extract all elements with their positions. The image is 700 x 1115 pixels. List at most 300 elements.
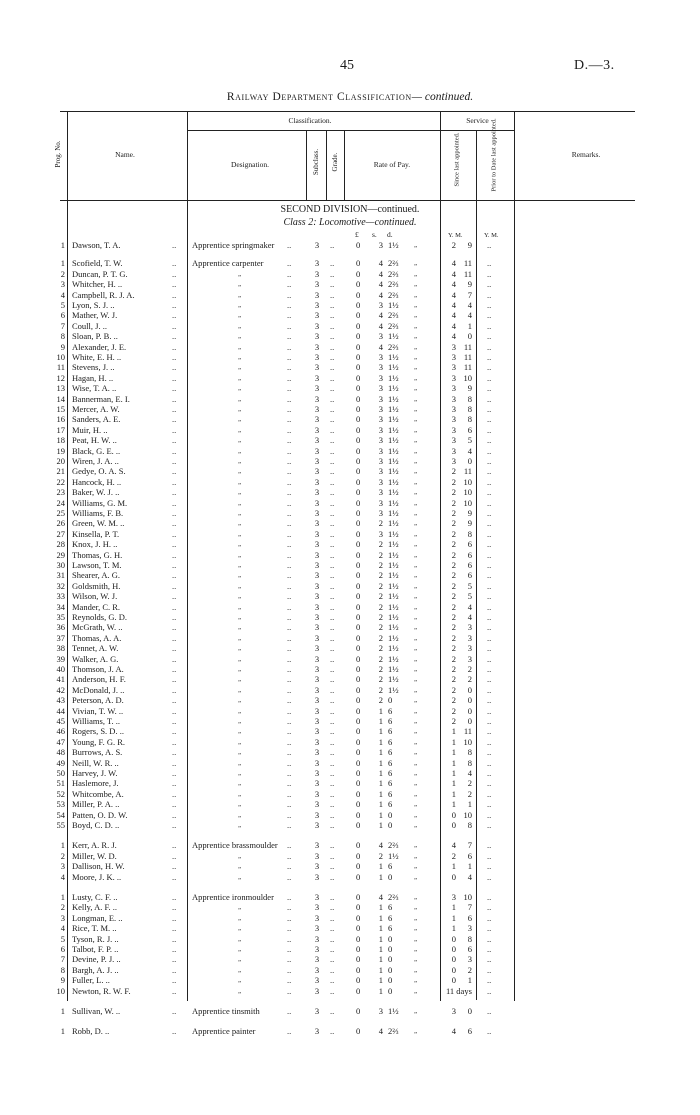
pay-shillings: 1 — [378, 871, 383, 882]
pay-pounds: 0 — [356, 424, 361, 435]
leader-dots: .. — [287, 861, 292, 872]
service-months: 11 — [463, 362, 472, 373]
grade: .. — [330, 476, 335, 487]
table-row — [0, 300, 700, 311]
service-months: 8 — [467, 757, 472, 768]
pay-pounds: 0 — [356, 653, 361, 664]
pay-pounds: 0 — [356, 549, 361, 560]
service-years: 3 — [451, 352, 456, 362]
pay-pounds: 0 — [356, 289, 361, 300]
table-row — [0, 539, 700, 550]
person-name: Thomas, G. H. — [72, 549, 123, 560]
subclass: 3 — [314, 352, 320, 362]
prior-service: .. — [487, 300, 492, 310]
ditto-mark: „ — [414, 613, 418, 621]
grade: .. — [330, 716, 335, 726]
pay-pounds: 0 — [356, 560, 361, 570]
pay-pence: 0 — [388, 871, 393, 882]
grade: .. — [330, 570, 335, 581]
designation: „ — [238, 488, 242, 497]
table-row — [0, 810, 700, 821]
subclass: 3 — [314, 1026, 320, 1037]
leader-dots: .. — [287, 684, 292, 695]
leader-dots: .. — [287, 487, 292, 498]
service-months: 0 — [467, 331, 472, 342]
leader-dots: .. — [287, 664, 292, 674]
service-years: 3 — [451, 362, 456, 373]
table-row — [0, 570, 700, 581]
service-years: 3 — [451, 424, 456, 435]
prog-number: 45 — [56, 716, 65, 726]
pay-pence: 2⅔ — [388, 892, 399, 902]
table-row — [0, 902, 700, 913]
prog-number: 2 — [60, 268, 65, 279]
leader-dots: .. — [172, 352, 177, 362]
subclass: 3 — [314, 580, 320, 591]
grade: .. — [330, 736, 335, 747]
grade: .. — [330, 944, 335, 954]
leader-dots: .. — [172, 424, 177, 435]
leader-dots: .. — [172, 570, 177, 581]
prior-service: .. — [487, 539, 492, 550]
pay-pence: 1½ — [388, 601, 399, 612]
designation: „ — [238, 913, 242, 922]
person-name: Thomas, A. A. — [72, 632, 122, 643]
grade: .. — [330, 1006, 335, 1016]
prog-number: 54 — [56, 809, 65, 820]
ditto-mark: „ — [414, 748, 418, 757]
prog-number: 33 — [56, 591, 65, 602]
pay-pence: 1½ — [388, 653, 399, 664]
leader-dots: .. — [287, 570, 292, 581]
pay-shillings: 2 — [378, 664, 383, 674]
service-months: 4 — [467, 310, 472, 321]
person-name: Whitcher, H. .. — [72, 279, 123, 290]
table-row — [0, 726, 700, 737]
grade: .. — [330, 591, 335, 602]
designation: „ — [238, 373, 242, 382]
leader-dots: .. — [287, 726, 292, 737]
prog-number: 11 — [56, 362, 65, 373]
subclass: 3 — [314, 612, 320, 622]
grade: .. — [330, 508, 335, 518]
service-months: 5 — [467, 435, 472, 446]
ditto-mark: „ — [414, 696, 418, 705]
service-years: 2 — [451, 695, 456, 706]
leader-dots: .. — [172, 289, 177, 300]
leader-dots: .. — [172, 393, 177, 404]
leader-dots: .. — [287, 643, 292, 654]
unit-shilling: s. — [372, 230, 377, 239]
service-years: 2 — [451, 570, 456, 581]
prior-service: .. — [487, 768, 492, 778]
prior-service: .. — [487, 944, 492, 954]
designation: „ — [238, 934, 242, 943]
prior-service: .. — [487, 560, 492, 570]
pay-pounds: 0 — [356, 612, 361, 622]
pay-pounds: 0 — [356, 964, 361, 975]
leader-dots: .. — [172, 768, 177, 778]
service-years: 2 — [451, 643, 456, 654]
person-name: Whitcombe, A. — [72, 788, 124, 799]
designation: „ — [238, 477, 242, 486]
service-months: 3 — [467, 954, 472, 965]
ditto-mark: „ — [414, 384, 418, 393]
col-divider — [326, 130, 327, 200]
prog-number: 52 — [56, 788, 65, 799]
service-years: 1 — [451, 799, 456, 810]
service-months: 10 — [463, 892, 472, 902]
grade: .. — [330, 985, 335, 996]
pay-shillings: 4 — [378, 289, 383, 300]
ditto-mark: „ — [414, 841, 418, 850]
grade: .. — [330, 1026, 335, 1037]
designation: „ — [238, 685, 242, 694]
designation: „ — [238, 592, 242, 601]
table-row — [0, 1006, 700, 1017]
ditto-mark: „ — [414, 955, 418, 964]
grade: .. — [330, 820, 335, 830]
designation: „ — [238, 280, 242, 289]
prog-number: 40 — [56, 664, 65, 674]
prog-number: 1 — [60, 840, 65, 851]
leader-dots: .. — [287, 840, 292, 851]
prior-service: .. — [487, 383, 492, 394]
ditto-mark: „ — [414, 727, 418, 736]
prior-service: .. — [487, 850, 492, 861]
table-row — [0, 861, 700, 872]
designation: „ — [238, 623, 242, 632]
designation: „ — [238, 436, 242, 445]
table-row — [0, 944, 700, 955]
leader-dots: .. — [287, 383, 292, 394]
leader-dots: .. — [172, 684, 177, 695]
table-row — [0, 466, 700, 477]
service-years: 2 — [451, 580, 456, 591]
service-years: 1 — [451, 747, 456, 758]
designation: „ — [238, 311, 242, 320]
document-code: D.—3. — [574, 58, 615, 73]
table-row — [0, 518, 700, 529]
pay-shillings: 1 — [378, 902, 383, 913]
subclass: 3 — [314, 591, 320, 602]
table-row — [0, 581, 700, 592]
designation: „ — [238, 872, 242, 881]
service-months: 3 — [467, 632, 472, 643]
leader-dots: .. — [172, 840, 177, 851]
prog-number: 41 — [56, 674, 65, 685]
table-row — [0, 789, 700, 800]
prior-service: .. — [487, 964, 492, 975]
prog-number: 31 — [56, 570, 65, 581]
title-main: Railway Department Classification — [226, 91, 412, 103]
person-name: Anderson, H. F. — [72, 674, 126, 685]
leader-dots: .. — [287, 1006, 292, 1016]
prog-number: 5 — [60, 300, 65, 310]
pay-shillings: 1 — [378, 985, 383, 996]
service-years: 1 — [451, 726, 456, 737]
prog-number: 1 — [60, 892, 65, 902]
page-number: 45 — [340, 58, 354, 73]
service-months: 8 — [467, 528, 472, 539]
rule-top — [60, 111, 635, 112]
service-years: 4 — [451, 279, 456, 290]
pay-pence: 0 — [388, 975, 393, 986]
prior-service: .. — [487, 923, 492, 934]
table-row — [0, 279, 700, 290]
person-name: Peterson, A. D. — [72, 695, 124, 706]
subclass: 3 — [314, 747, 320, 758]
prog-number: 28 — [56, 539, 65, 550]
service-months: 2 — [467, 788, 472, 799]
grade: .. — [330, 456, 335, 466]
prog-number: 34 — [56, 601, 65, 612]
leader-dots: .. — [287, 778, 292, 789]
leader-dots: .. — [172, 892, 177, 902]
service-months: 11 — [463, 258, 472, 269]
grade: .. — [330, 352, 335, 362]
prog-number: 36 — [56, 622, 65, 633]
subclass: 3 — [314, 653, 320, 664]
leader-dots: .. — [172, 372, 177, 383]
ditto-mark: „ — [414, 457, 418, 465]
header-prior-to-date: Prior to Date last appointed. — [490, 118, 498, 192]
leader-dots: .. — [287, 560, 292, 570]
prior-service: .. — [487, 643, 492, 654]
designation: „ — [238, 903, 242, 912]
service-months: 2 — [467, 964, 472, 975]
pay-pence: 2⅔ — [388, 258, 399, 269]
pay-pounds: 0 — [356, 912, 361, 923]
grade: .. — [330, 310, 335, 321]
prior-service: .. — [487, 435, 492, 446]
pay-shillings: 3 — [378, 528, 383, 539]
table-row — [0, 1026, 700, 1037]
subclass: 3 — [314, 716, 320, 726]
designation: „ — [238, 851, 242, 860]
designation: „ — [238, 613, 242, 621]
subclass: 3 — [314, 570, 320, 581]
person-name: Stevens, J. .. — [72, 362, 115, 373]
ditto-mark: „ — [414, 789, 418, 798]
pay-pence: 1½ — [388, 684, 399, 695]
pay-pence: 6 — [388, 902, 393, 913]
pay-pence: 2⅔ — [388, 840, 399, 851]
leader-dots: .. — [287, 809, 292, 820]
col-divider — [344, 130, 345, 200]
person-name: Bargh, A. J. .. — [72, 964, 119, 975]
prog-number: 27 — [56, 528, 65, 539]
person-name: Newton, R. W. F. — [72, 985, 131, 996]
leader-dots: .. — [172, 456, 177, 466]
pay-pence: 6 — [388, 705, 393, 716]
designation: Apprentice painter — [192, 1026, 256, 1037]
leader-dots: .. — [287, 1026, 292, 1037]
designation: „ — [238, 540, 242, 549]
prog-number: 4 — [60, 871, 65, 882]
subclass: 3 — [314, 809, 320, 820]
pay-pounds: 0 — [356, 933, 361, 944]
header-subclass: Subclass. — [312, 148, 320, 176]
prior-service: .. — [487, 1006, 492, 1016]
table-row — [0, 923, 700, 934]
leader-dots: .. — [172, 549, 177, 560]
prog-number: 1 — [60, 258, 65, 269]
service-months: 10 — [463, 736, 472, 747]
designation: Apprentice springmaker — [192, 240, 275, 250]
ditto-mark: „ — [414, 259, 418, 268]
prior-service: .. — [487, 933, 492, 944]
prog-number: 16 — [56, 414, 65, 425]
designation: „ — [238, 394, 242, 403]
ditto-mark: „ — [414, 301, 418, 309]
prior-service: .. — [487, 809, 492, 820]
prog-number: 10 — [56, 352, 65, 362]
ditto-mark: „ — [414, 280, 418, 289]
service-years: 1 — [451, 902, 456, 913]
table-row — [0, 498, 700, 509]
service-months: 7 — [467, 840, 472, 851]
leader-dots: .. — [287, 424, 292, 435]
grade: .. — [330, 289, 335, 300]
leader-dots: .. — [172, 632, 177, 643]
prog-number: 23 — [56, 487, 65, 498]
table-row — [0, 892, 700, 903]
leader-dots: .. — [172, 705, 177, 716]
prog-number: 7 — [60, 954, 65, 965]
header-remarks: Remarks. — [571, 150, 601, 159]
person-name: Fuller, L. .. — [72, 975, 110, 986]
prog-number: 20 — [56, 456, 65, 466]
grade: .. — [330, 268, 335, 279]
service-months: 6 — [467, 560, 472, 570]
ditto-mark: „ — [414, 509, 418, 517]
pay-shillings: 1 — [378, 747, 383, 758]
service-months: 3 — [467, 653, 472, 664]
person-name: Hagan, H. .. — [72, 372, 114, 383]
pay-pence: 1½ — [388, 560, 399, 570]
service-months: 10 — [463, 497, 472, 508]
subclass: 3 — [314, 674, 320, 685]
pay-pounds: 0 — [356, 850, 361, 861]
prog-number: 49 — [56, 757, 65, 768]
person-name: Lusty, C. F. .. — [72, 892, 118, 902]
subclass: 3 — [314, 705, 320, 716]
pay-shillings: 3 — [378, 383, 383, 394]
leader-dots: .. — [287, 435, 292, 446]
grade: .. — [330, 528, 335, 539]
person-name: Shearer, A. G. — [72, 570, 121, 581]
table-row — [0, 508, 700, 519]
prog-number: 47 — [56, 736, 65, 747]
subclass: 3 — [314, 393, 320, 404]
designation: Apprentice carpenter — [192, 258, 264, 269]
subclass: 3 — [314, 466, 320, 477]
service-months: 3 — [467, 622, 472, 633]
prior-service: .. — [487, 518, 492, 529]
person-name: Boyd, C. D. .. — [72, 820, 120, 830]
person-name: Gedye, O. A. S. — [72, 466, 126, 477]
grade: .. — [330, 435, 335, 446]
pay-pounds: 0 — [356, 954, 361, 965]
subclass: 3 — [314, 643, 320, 654]
header-name: Name. — [115, 150, 135, 159]
ditto-mark: „ — [414, 872, 418, 881]
pay-pence: 6 — [388, 912, 393, 923]
subclass: 3 — [314, 954, 320, 965]
pay-pence: 0 — [388, 809, 393, 820]
service-months: 10 — [463, 476, 472, 487]
table-row — [0, 602, 700, 613]
ditto-mark: „ — [414, 467, 418, 476]
service-years: 11 days — [446, 985, 472, 996]
service-years: 2 — [451, 240, 456, 250]
ditto-mark: „ — [414, 241, 418, 249]
prog-number: 53 — [56, 799, 65, 810]
ditto-mark: „ — [414, 592, 418, 601]
table-row — [0, 820, 700, 831]
service-years: 2 — [451, 612, 456, 622]
grade: .. — [330, 393, 335, 404]
prog-number: 42 — [56, 684, 65, 695]
subclass: 3 — [314, 975, 320, 986]
pay-shillings: 1 — [378, 820, 383, 830]
subclass: 3 — [314, 820, 320, 830]
service-months: 4 — [467, 768, 472, 778]
person-name: Peat, H. W. .. — [72, 435, 117, 446]
service-years: 2 — [451, 850, 456, 861]
pay-pence: 1½ — [388, 539, 399, 550]
prog-number: 8 — [60, 964, 65, 975]
service-years: 2 — [451, 539, 456, 550]
table-row — [0, 591, 700, 602]
pay-shillings: 3 — [378, 508, 383, 518]
prog-number: 30 — [56, 560, 65, 570]
service-months: 8 — [467, 414, 472, 425]
service-months: 11 — [463, 726, 472, 737]
leader-dots: .. — [287, 799, 292, 810]
leader-dots: .. — [172, 944, 177, 954]
ditto-mark: „ — [414, 851, 418, 860]
designation: „ — [238, 498, 242, 507]
table-row — [0, 446, 700, 457]
leader-dots: .. — [172, 954, 177, 965]
pay-shillings: 3 — [378, 435, 383, 446]
service-years: 1 — [451, 912, 456, 923]
pay-pence: 1½ — [388, 622, 399, 633]
subclass: 3 — [314, 341, 320, 352]
pay-pounds: 0 — [356, 362, 361, 373]
prior-service: .. — [487, 508, 492, 518]
grade: .. — [330, 664, 335, 674]
service-years: 3 — [451, 341, 456, 352]
pay-pounds: 0 — [356, 404, 361, 414]
prog-number: 12 — [56, 372, 65, 383]
service-years: 3 — [451, 414, 456, 425]
table-row — [0, 654, 700, 665]
pay-shillings: 2 — [378, 622, 383, 633]
leader-dots: .. — [172, 871, 177, 882]
prior-service: .. — [487, 985, 492, 996]
designation: „ — [238, 332, 242, 341]
person-name: Williams, F. B. — [72, 508, 124, 518]
leader-dots: .. — [172, 414, 177, 425]
pay-pence: 0 — [388, 954, 393, 965]
leader-dots: .. — [287, 674, 292, 685]
leader-dots: .. — [172, 861, 177, 872]
ditto-mark: „ — [414, 446, 418, 455]
pay-pounds: 0 — [356, 497, 361, 508]
